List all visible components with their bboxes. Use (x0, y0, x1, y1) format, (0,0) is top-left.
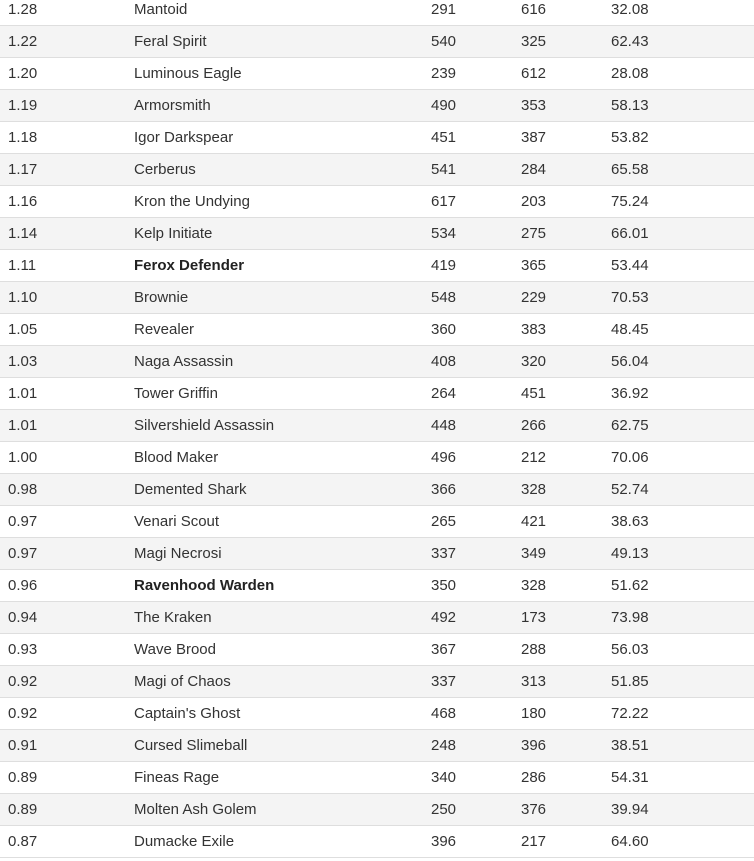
percent-cell: 62.75 (611, 417, 649, 434)
lost-cell: 396 (521, 737, 547, 754)
name-cell: Silvershield Assassin (134, 417, 275, 434)
won-cell: 250 (431, 801, 457, 818)
won-cell: 448 (431, 417, 457, 434)
score-cell: 1.05 (8, 321, 38, 338)
name-cell: Armorsmith (134, 97, 211, 114)
won-cell: 350 (431, 577, 457, 594)
percent-cell: 75.24 (611, 193, 649, 210)
table-row (0, 378, 754, 410)
percent-cell: 28.08 (611, 65, 649, 82)
name-cell: Molten Ash Golem (134, 801, 257, 818)
won-cell: 360 (431, 321, 457, 338)
won-cell: 340 (431, 769, 457, 786)
percent-cell: 53.82 (611, 129, 649, 146)
name-cell: Demented Shark (134, 481, 247, 498)
percent-cell: 72.22 (611, 705, 649, 722)
won-cell: 490 (431, 97, 457, 114)
table-row (0, 410, 754, 442)
won-cell: 366 (431, 481, 457, 498)
table-row (0, 666, 754, 698)
lost-cell: 383 (521, 321, 547, 338)
percent-cell: 52.74 (611, 481, 649, 498)
percent-cell: 66.01 (611, 225, 649, 242)
lost-cell: 320 (521, 353, 547, 370)
table-row (0, 826, 754, 858)
name-cell: Fineas Rage (134, 769, 220, 786)
table-row (0, 698, 754, 730)
score-cell: 1.01 (8, 417, 38, 434)
won-cell: 419 (431, 257, 457, 274)
table-row (0, 58, 754, 90)
lost-cell: 288 (521, 641, 547, 658)
name-cell: Kelp Initiate (134, 225, 213, 242)
table-row (0, 762, 754, 794)
lost-cell: 616 (521, 1, 547, 18)
percent-cell: 36.92 (611, 385, 649, 402)
name-cell: Wave Brood (134, 641, 216, 658)
won-cell: 248 (431, 737, 457, 754)
percent-cell: 49.13 (611, 545, 649, 562)
score-cell: 0.96 (8, 577, 38, 594)
percent-cell: 73.98 (611, 609, 649, 626)
lost-cell: 612 (521, 65, 547, 82)
name-cell: Blood Maker (134, 449, 219, 466)
table-row (0, 346, 754, 378)
lost-cell: 203 (521, 193, 547, 210)
lost-cell: 229 (521, 289, 547, 306)
table-row (0, 154, 754, 186)
score-cell: 1.28 (8, 1, 38, 18)
score-cell: 0.87 (8, 833, 38, 850)
percent-cell: 51.85 (611, 673, 649, 690)
score-cell: 1.00 (8, 449, 38, 466)
lost-cell: 325 (521, 33, 547, 50)
table-row (0, 602, 754, 634)
lost-cell: 266 (521, 417, 547, 434)
name-cell: The Kraken (134, 609, 212, 626)
percent-cell: 32.08 (611, 1, 649, 18)
percent-cell: 54.31 (611, 769, 649, 786)
name-cell: Naga Assassin (134, 353, 234, 370)
score-cell: 0.91 (8, 737, 38, 754)
name-cell: Magi of Chaos (134, 673, 231, 690)
table-row (0, 282, 754, 314)
name-cell: Ferox Defender (134, 257, 245, 274)
won-cell: 540 (431, 33, 457, 50)
lost-cell: 353 (521, 97, 547, 114)
name-cell: Cursed Slimeball (134, 737, 248, 754)
won-cell: 534 (431, 225, 457, 242)
score-cell: 0.92 (8, 705, 38, 722)
lost-cell: 349 (521, 545, 547, 562)
score-cell: 1.18 (8, 129, 38, 146)
score-cell: 1.11 (8, 257, 37, 274)
table-row (0, 570, 754, 602)
name-cell: Cerberus (134, 161, 196, 178)
won-cell: 548 (431, 289, 457, 306)
lost-cell: 328 (521, 577, 547, 594)
table-row (0, 730, 754, 762)
table-row (0, 634, 754, 666)
lost-cell: 365 (521, 257, 547, 274)
table-row (0, 26, 754, 58)
percent-cell: 70.06 (611, 449, 649, 466)
name-cell: Venari Scout (134, 513, 220, 530)
lost-cell: 275 (521, 225, 547, 242)
score-cell: 0.93 (8, 641, 38, 658)
percent-cell: 58.13 (611, 97, 649, 114)
lost-cell: 180 (521, 705, 547, 722)
lost-cell: 212 (521, 449, 547, 466)
name-cell: Captain's Ghost (134, 705, 241, 722)
won-cell: 617 (431, 193, 457, 210)
name-cell: Mantoid (134, 1, 188, 18)
table-row (0, 186, 754, 218)
percent-cell: 39.94 (611, 801, 649, 818)
percent-cell: 56.04 (611, 353, 649, 370)
percent-cell: 51.62 (611, 577, 649, 594)
score-cell: 0.98 (8, 481, 38, 498)
table-row (0, 506, 754, 538)
name-cell: Revealer (134, 321, 195, 338)
score-cell: 0.97 (8, 545, 38, 562)
table-row (0, 218, 754, 250)
table-row (0, 0, 754, 26)
score-cell: 0.89 (8, 801, 38, 818)
percent-cell: 65.58 (611, 161, 649, 178)
lost-cell: 173 (521, 609, 547, 626)
table-row (0, 538, 754, 570)
name-cell: Luminous Eagle (134, 65, 242, 82)
table-row (0, 314, 754, 346)
name-cell: Feral Spirit (134, 33, 207, 50)
percent-cell: 64.60 (611, 833, 649, 850)
table-row (0, 90, 754, 122)
won-cell: 367 (431, 641, 457, 658)
score-cell: 0.89 (8, 769, 38, 786)
lost-cell: 286 (521, 769, 547, 786)
won-cell: 496 (431, 449, 457, 466)
name-cell: Kron the Undying (134, 193, 250, 210)
lost-cell: 313 (521, 673, 547, 690)
lost-cell: 451 (521, 385, 547, 402)
percent-cell: 56.03 (611, 641, 649, 658)
name-cell: Igor Darkspear (134, 129, 234, 146)
won-cell: 239 (431, 65, 457, 82)
score-cell: 1.10 (8, 289, 38, 306)
score-cell: 1.19 (8, 97, 38, 114)
score-cell: 0.97 (8, 513, 38, 530)
name-cell: Brownie (134, 289, 189, 306)
score-cell: 1.17 (8, 161, 38, 178)
won-cell: 337 (431, 545, 457, 562)
lost-cell: 284 (521, 161, 547, 178)
score-cell: 1.22 (8, 33, 38, 50)
percent-cell: 48.45 (611, 321, 649, 338)
won-cell: 337 (431, 673, 457, 690)
percent-cell: 53.44 (611, 257, 649, 274)
lost-cell: 387 (521, 129, 547, 146)
score-cell: 1.03 (8, 353, 38, 370)
won-cell: 264 (431, 385, 457, 402)
won-cell: 265 (431, 513, 457, 530)
won-cell: 291 (431, 1, 457, 18)
lost-cell: 217 (521, 833, 547, 850)
won-cell: 541 (431, 161, 457, 178)
score-cell: 0.94 (8, 609, 38, 626)
score-cell: 1.14 (8, 225, 38, 242)
percent-cell: 62.43 (611, 33, 649, 50)
name-cell: Tower Griffin (134, 385, 218, 402)
lost-cell: 421 (521, 513, 547, 530)
score-cell: 1.01 (8, 385, 38, 402)
won-cell: 492 (431, 609, 457, 626)
lost-cell: 328 (521, 481, 547, 498)
name-cell: Magi Necrosi (134, 545, 222, 562)
lost-cell: 376 (521, 801, 547, 818)
percent-cell: 38.63 (611, 513, 649, 530)
score-cell: 1.16 (8, 193, 38, 210)
percent-cell: 38.51 (611, 737, 649, 754)
score-cell: 1.20 (8, 65, 38, 82)
won-cell: 408 (431, 353, 457, 370)
table-row (0, 794, 754, 826)
table-row (0, 474, 754, 506)
name-cell: Dumacke Exile (134, 833, 235, 850)
table-row (0, 442, 754, 474)
won-cell: 468 (431, 705, 457, 722)
won-cell: 396 (431, 833, 457, 850)
table-row (0, 250, 754, 282)
name-cell: Ravenhood Warden (134, 577, 275, 594)
table-row (0, 122, 754, 154)
percent-cell: 70.53 (611, 289, 649, 306)
score-cell: 0.92 (8, 673, 38, 690)
won-cell: 451 (431, 129, 457, 146)
